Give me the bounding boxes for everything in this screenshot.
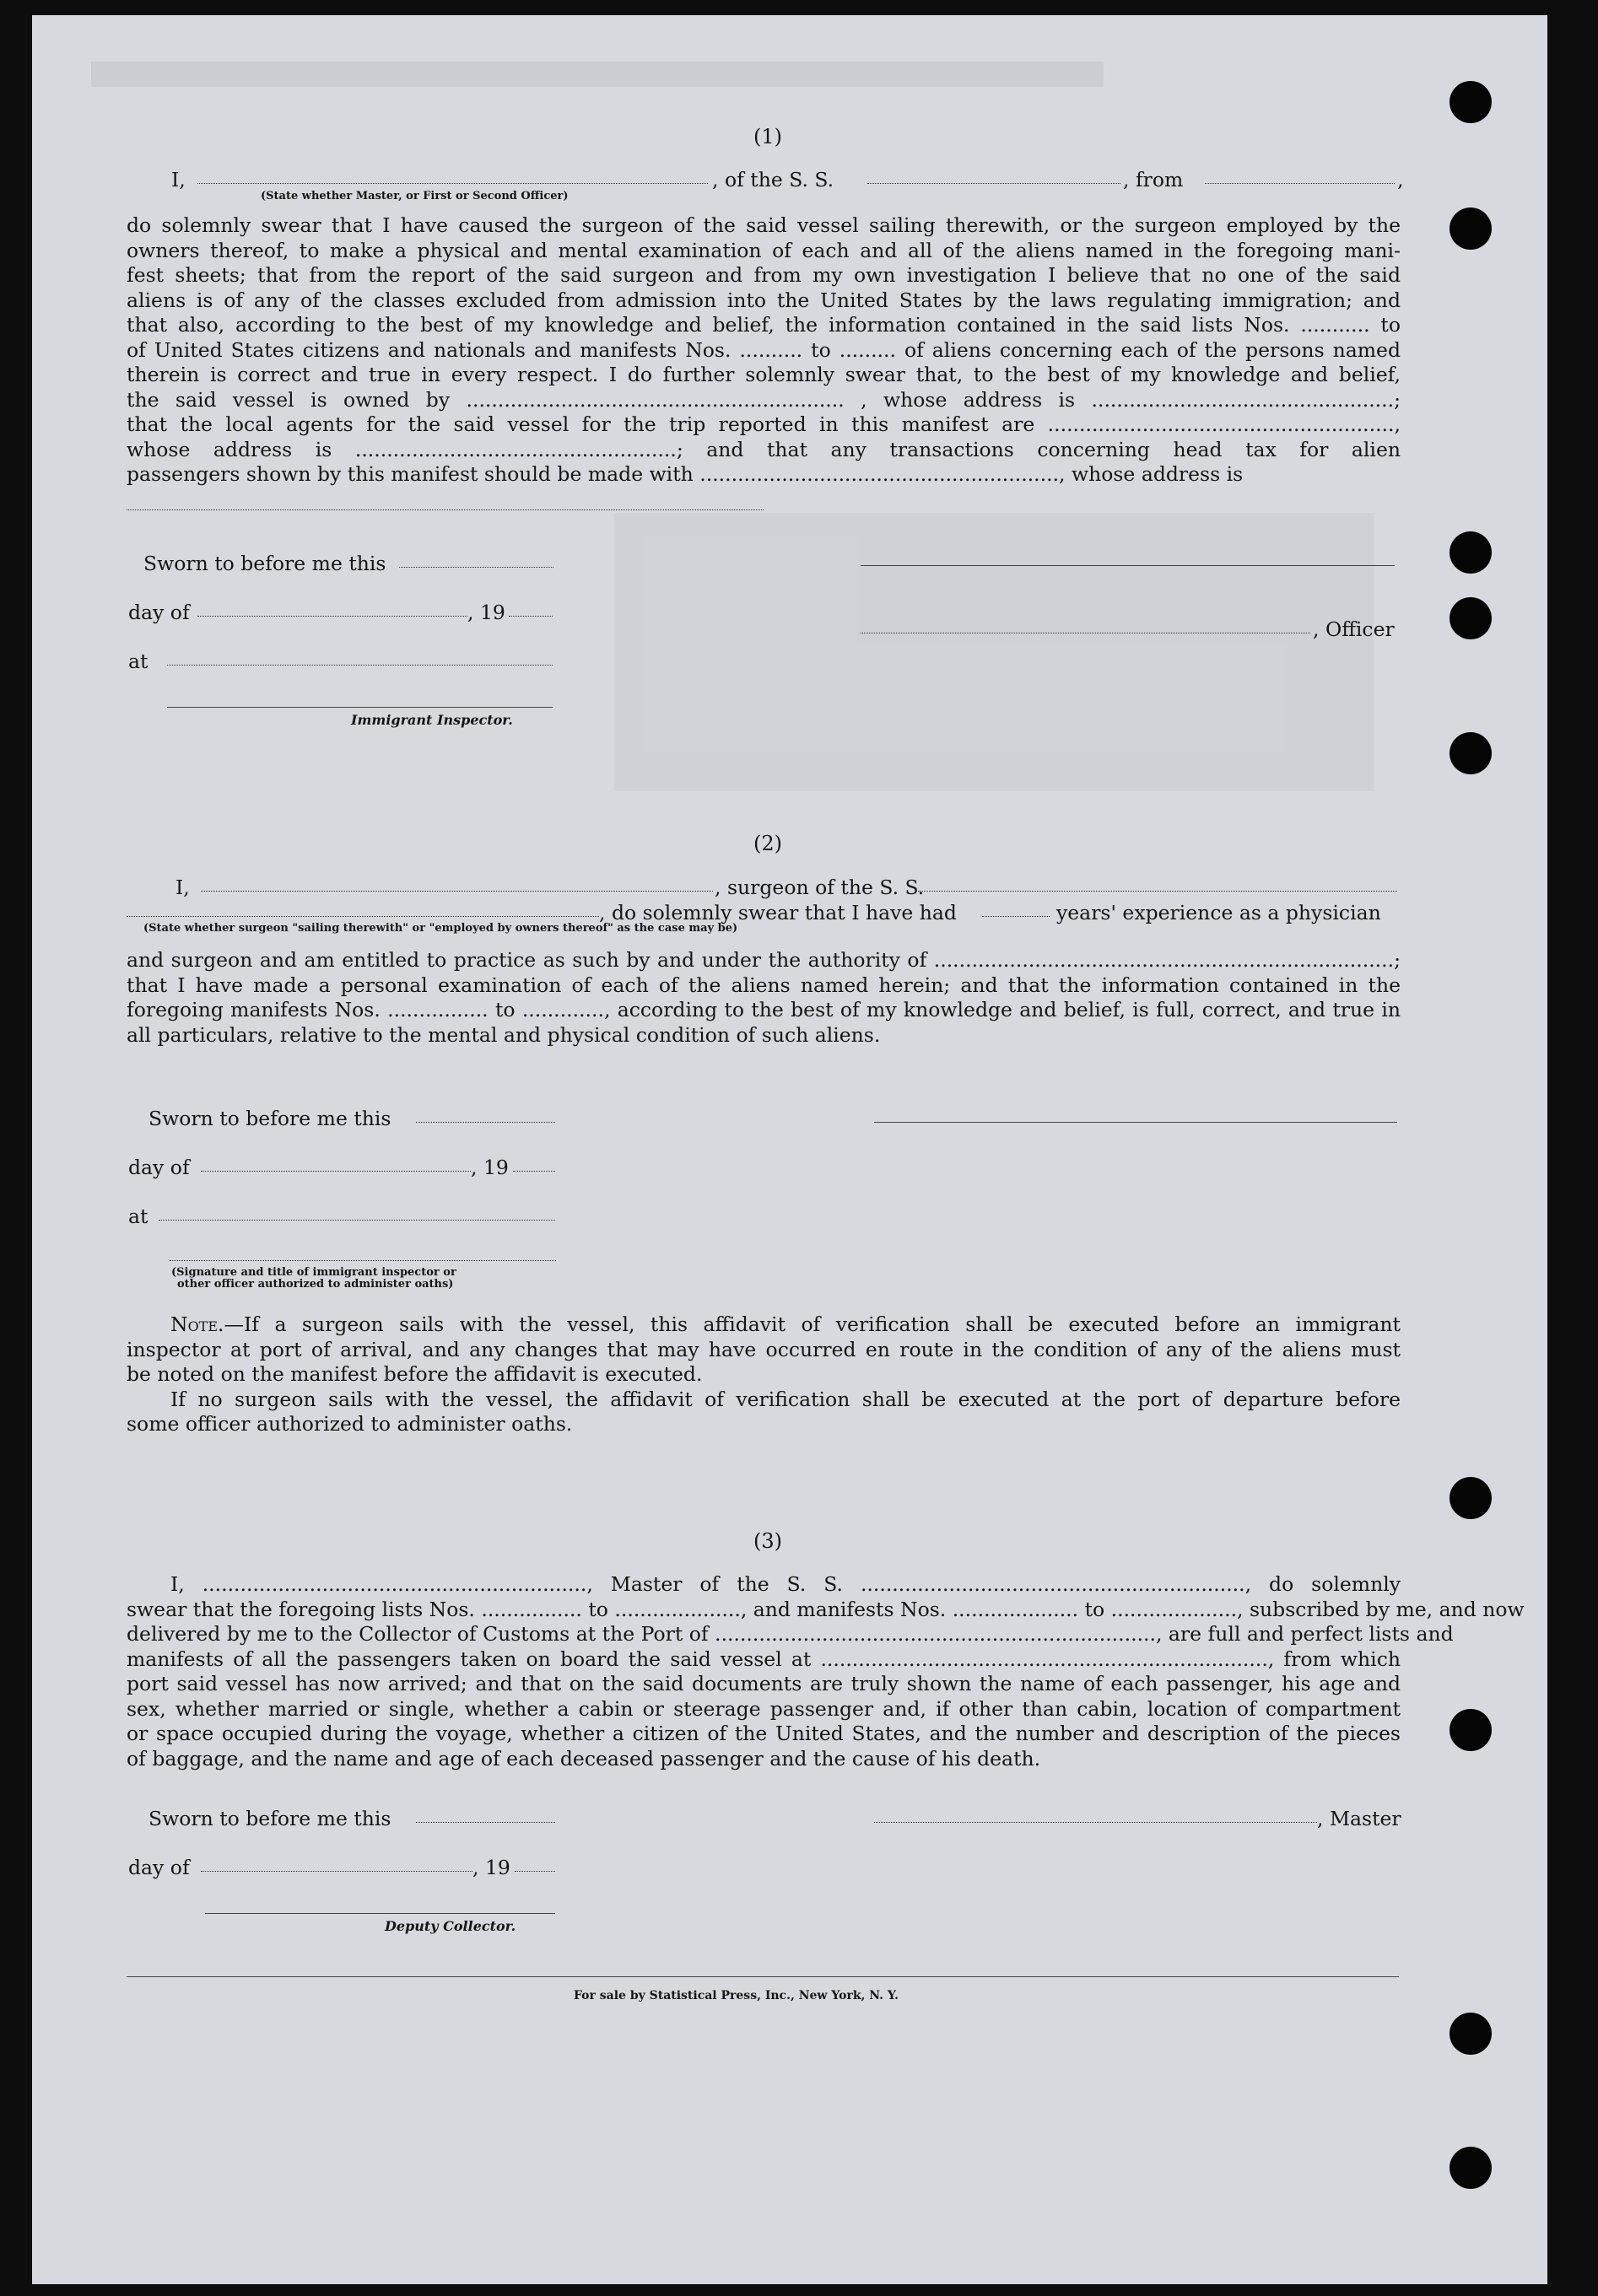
punch-hole	[1450, 208, 1492, 250]
section-1-line: fest sheets; that from the report of the said surgeon and from my own investigation I believe that no one of the said	[127, 263, 1401, 287]
punch-hole	[1450, 531, 1492, 574]
bleed-through-shading	[614, 513, 1374, 791]
section-2-body	[127, 948, 1401, 1048]
section-1-line: therein is correct and true in every respect. I do further solemnly swear that, to the best of my knowledge and belief,	[127, 363, 1401, 386]
section-1-line: that also, according to the best of my knowledge and belief, the information contained in the said lists Nos. ........... to	[127, 313, 1401, 337]
section-3-line: swear that the foregoing lists Nos. ................ to ...................., and manifests Nos. .................... to ...................., subscribed by me, and now	[127, 1597, 1525, 1621]
officer-upper-line	[861, 565, 1395, 566]
surgeon-caption: (State whether surgeon "sailing therewith" or "employed by owners thereof" as the case may be)	[143, 922, 738, 935]
section-1-line: the said vessel is owned by ............................................................ , whose address is ................................................;	[127, 387, 1401, 412]
punch-hole	[1450, 2147, 1492, 2189]
note-line: be noted on the manifest before the affidavit is executed.	[127, 1362, 703, 1386]
section-1-at-blank	[167, 665, 553, 666]
officer-caption: (State whether Master, or First or Second Officer)	[261, 190, 569, 202]
section-2-signature-blank	[170, 1260, 556, 1261]
section-3-line: sex, whether married or single, whether a cabin or steerage passenger and, if other than cabin, location of compartment	[127, 1696, 1401, 1721]
note-line: some officer authorized to administer oaths.	[127, 1412, 573, 1436]
inspector-caption: Immigrant Inspector.	[351, 712, 513, 728]
section-3-line: manifests of all the passengers taken on board the said vessel at ......................................................................., from which	[127, 1647, 1401, 1671]
master-signature-blank	[874, 1822, 1317, 1823]
section-1-year-blank	[509, 616, 553, 617]
section-1-line: whose address is ...................................................; and that any transactions concerning head tax for alien	[127, 437, 1401, 461]
section-2-surgeon-of-ss: , surgeon of the S. S.	[715, 876, 925, 899]
section-3-master-label: , Master	[1317, 1807, 1401, 1830]
section-2-day-blank	[201, 1171, 471, 1172]
section-2-line: all particulars, relative to the mental and physical condition of such aliens.	[127, 1022, 881, 1047]
note-line: If no surgeon sails with the vessel, the affidavit of verification shall be executed at the port of departure before	[170, 1387, 1401, 1411]
section-1-day-label: day of	[128, 601, 190, 624]
section-1-line: aliens is of any of the classes excluded from admission into the United States by the laws regulating immigration; and	[127, 288, 1401, 312]
address-continuation-blank	[127, 509, 764, 510]
section-1-from: , from	[1123, 168, 1184, 191]
section-1-line1-I: I,	[171, 168, 186, 191]
section-2-year-label: , 19	[471, 1156, 509, 1179]
note-text: —If a surgeon sails with the vessel, this affidavit of verification shall be executed before an immigrant	[224, 1312, 1401, 1336]
section-3-year-blank	[515, 1871, 555, 1872]
officer-blank	[197, 183, 708, 184]
section-3-day-blank	[201, 1871, 472, 1872]
section-1-sworn-blank	[399, 567, 553, 568]
deputy-signature-line	[205, 1913, 555, 1914]
section-2-year-blank	[513, 1171, 555, 1172]
section-1-at-label: at	[128, 649, 148, 673]
note-block	[127, 1312, 1401, 1437]
punch-hole	[1450, 732, 1492, 774]
section-1-line: of United States citizens and nationals and manifests Nos. .......... to ......... of aliens concerning each of the persons named	[127, 337, 1401, 362]
section-1-day-blank	[197, 616, 467, 617]
section-3-line: delivered by me to the Collector of Customs at the Port of ......................................................................, are full and perfect lists and	[127, 1622, 1454, 1646]
surgeon-signature-line	[874, 1122, 1397, 1123]
section-3-body	[127, 1572, 1525, 1771]
surgeon-name-blank	[201, 891, 713, 892]
section-1-sworn-label: Sworn to before me this	[143, 552, 386, 575]
section-1-body	[127, 213, 1401, 488]
surgeon-status-blank	[127, 916, 599, 917]
section-3-line: port said vessel has now arrived; and that on the said documents are truly shown the name of each passenger, his age and	[127, 1672, 1401, 1695]
section-3-day-label: day of	[128, 1856, 190, 1879]
punch-hole	[1450, 1709, 1492, 1751]
section-1-line: passengers shown by this manifest should be made with ........................................................., whose address is	[127, 462, 1244, 486]
section-3-heading: (3)	[753, 1529, 782, 1553]
section-1-line: that the local agents for the said vessel for the trip reported in this manifest are .......................................................,	[127, 412, 1401, 436]
years-blank	[982, 916, 1050, 917]
footer-rule	[127, 1976, 1399, 1977]
section-1-of-ss: , of the S. S.	[712, 168, 834, 191]
note-line	[127, 1312, 1401, 1338]
punch-hole	[1450, 1477, 1492, 1519]
punch-hole	[1450, 81, 1492, 123]
section-2-line1-I: I,	[175, 876, 190, 899]
manifest-verification-form	[32, 15, 1547, 2284]
section-1-heading: (1)	[753, 125, 782, 148]
punch-hole	[1450, 2013, 1492, 2055]
section-2-line: foregoing manifests Nos. ................ to ............., according to the best of my knowledge and belief, is full, correct, and true in	[127, 998, 1401, 1021]
section-2-vessel-blank	[918, 891, 1397, 892]
section-2-line: that I have made a personal examination of each of the aliens named herein; and that the information contained in the	[127, 973, 1401, 997]
bleed-through-shading	[91, 62, 1104, 87]
section-1-year-label: , 19	[467, 601, 505, 624]
section-3-year-label: , 19	[472, 1856, 510, 1879]
note-label: Note.	[170, 1312, 224, 1336]
punch-hole	[1450, 597, 1492, 639]
section-1-line: do solemnly swear that I have caused the surgeon of the said vessel sailing therewith, or the surgeon employed by the	[127, 213, 1401, 237]
section-2-at-label: at	[128, 1205, 148, 1228]
officer-label: , Officer	[1313, 617, 1395, 641]
from-port-blank	[1205, 183, 1395, 184]
section-3-line: or space occupied during the voyage, whether a citizen of the United States, and the number and description of the pieces	[127, 1722, 1401, 1745]
footer-imprint: For sale by Statistical Press, Inc., New York, N. Y.	[574, 1989, 899, 2002]
section-2-line: and surgeon and am entitled to practice as such by and under the authority of .........................................................................;	[127, 948, 1401, 972]
section-1-line: owners thereof, to make a physical and mental examination of each and all of the aliens named in the foregoing mani-	[127, 238, 1401, 262]
section-3-sworn-blank	[416, 1822, 555, 1823]
inspector-signature-line	[167, 707, 553, 708]
section-2-at-blank	[159, 1220, 555, 1221]
section-2-sworn-label: Sworn to before me this	[148, 1107, 391, 1130]
section-2-day-label: day of	[128, 1156, 190, 1179]
section-3-line: I, ............................................................., Master of the S. S. ............................................................., do solemnly	[170, 1572, 1401, 1596]
note-line: inspector at port of arrival, and any changes that may have occurred en route in the condition of any of the aliens must	[127, 1337, 1401, 1361]
sig-caption-line-1: (Signature and title of immigrant inspector or	[171, 1266, 456, 1279]
vessel-name-blank	[867, 183, 1120, 184]
sig-caption-line-2: other officer authorized to administer oaths)	[177, 1278, 454, 1291]
section-3-sworn-label: Sworn to before me this	[148, 1807, 391, 1830]
section-2-years: years' experience as a physician	[1056, 901, 1381, 924]
section-3-line: of baggage, and the name and age of each deceased passenger and the cause of his death.	[127, 1746, 1041, 1771]
section-2-swear: , do solemnly swear that I have had	[599, 901, 957, 924]
section-2-heading: (2)	[753, 832, 782, 855]
deputy-caption: Deputy Collector.	[385, 1918, 516, 1934]
section-1-end-comma: ,	[1397, 168, 1404, 191]
section-2-sworn-blank	[416, 1122, 555, 1123]
